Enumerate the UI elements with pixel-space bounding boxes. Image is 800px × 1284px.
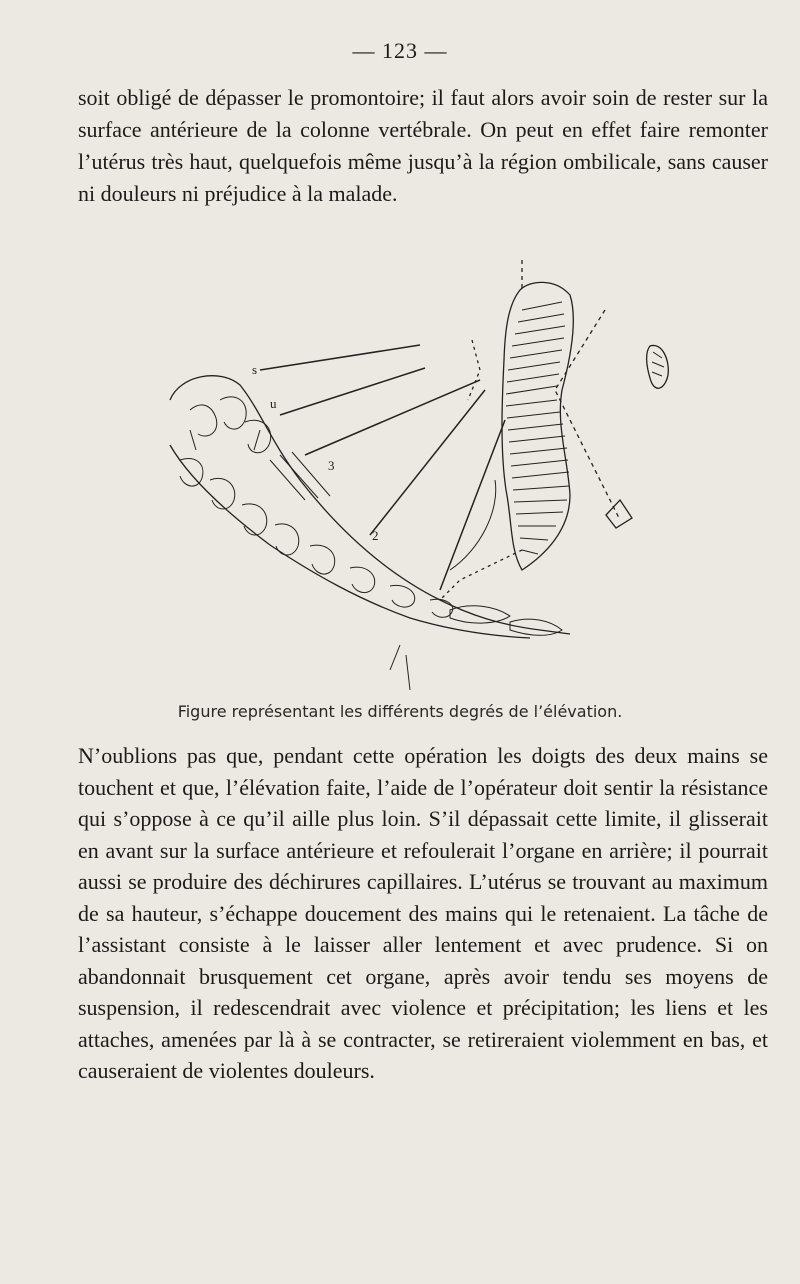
figure-caption: Figure représentant les différents degrés de l’élévation. [177,702,623,721]
spine-column [502,282,573,570]
elevation-line-5 [440,420,505,590]
small-organ [647,345,669,388]
dashed-guide [555,310,620,520]
elevation-line-1 [260,345,420,370]
elevation-line-3 [305,380,480,455]
pelvis-outline [170,376,570,634]
figure-label-u: u [270,396,277,411]
figure-label-3: 3 [328,458,335,473]
anatomical-figure [150,250,680,690]
paragraph-bottom: N’oublions pas que, pendant cette opération les doigts des deux mains se touchent et que, l’élévation faite, l’aide de l’opérateur doit sentir la résistance qui s’oppose à ce qu’il aille plus loin. S’il dépassait cette limite, il glisserait en avant sur la surface antérieure et refoulerait l’organe en arrière; il pourrait aussi se produire des déchirures capillaires. L’utérus se trouvant au maximum de sa hauteur, s’échappe doucement des mains qui le retenaient. La tâche de l’assistant consiste à le laisser aller lentement et avec prudence. Si on abandonnait brusquement cet organe, après avoir tendu ses moyens de suspension, il redescendrait avec violence et précipitation; les liens et les attaches, amenées par là à se contracter, se retireraient violemment en bas, et causeraient de violentes douleurs. [78,743,768,1083]
paragraph-top: soit obligé de dépasser le promontoire; il faut alors avoir soin de rester sur la surface antérieure de la colonne vertébrale. On peut en effet faire remonter l’utérus très haut, quelquefois même jusqu’à la région ombilicale, sans causer ni douleurs ni préjudice à la malade. [78,85,768,206]
page-number: — 123 — [352,38,448,63]
figure-label-2: 2 [372,528,379,543]
elevation-line-4 [370,390,485,535]
dashed-guide [468,340,480,400]
spine-hatching [506,302,569,554]
figure-label-s: s [252,362,258,377]
elevation-line-2 [280,368,425,415]
